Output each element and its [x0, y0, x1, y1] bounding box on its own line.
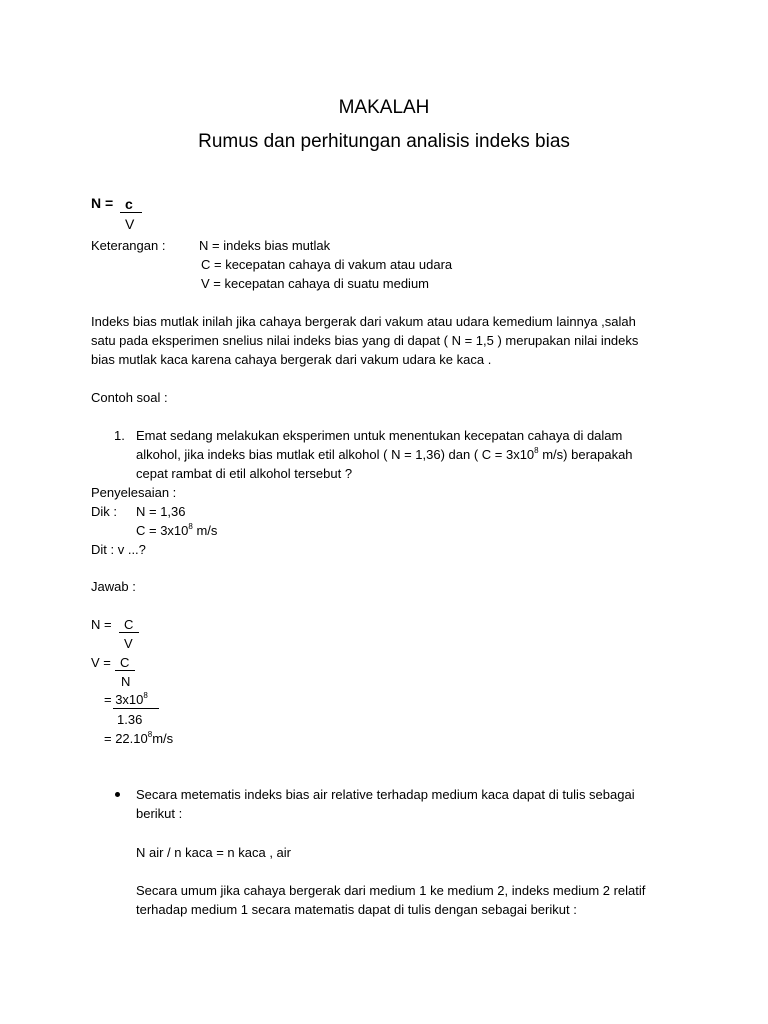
- document-subtitle: Rumus dan perhitungan analisis indeks bias: [198, 131, 570, 152]
- calc-f1-denominator: V: [124, 636, 133, 651]
- keterangan-line-2: C = kecepatan cahaya di vakum atau udara: [201, 257, 453, 272]
- jawab-label: Jawab :: [91, 579, 136, 594]
- dit-label: Dit : v ...?: [91, 542, 146, 557]
- problem-line-2: alkohol, jika indeks bias mutlak etil alkohol ( N = 1,36) dan ( $C = 3x10^8$ m/s) berapakah: [136, 446, 633, 462]
- calc-result: = $22.10^8m/s$: [104, 730, 174, 746]
- bullet-formula: N air / n kaca = n kaca , air: [136, 845, 291, 860]
- calc-f3-numerator: = $3x10^8$: [104, 691, 148, 707]
- calc-f3-fraction-bar: [113, 708, 159, 709]
- keterangan-line-3: V = kecepatan cahaya di suatu medium: [201, 276, 430, 291]
- formula1-fraction-bar: [120, 212, 142, 213]
- calc-f2-numerator: C: [120, 655, 130, 670]
- problem-line-3: cepat rambat di etil alkohol tersebut ?: [136, 466, 353, 481]
- calc-f3-denominator: 1.36: [117, 712, 143, 727]
- bullet-dot: [115, 792, 120, 797]
- bullet-para-line-1: Secara umum jika cahaya bergerak dari medium 1 ke medium 2, indeks medium 2 relatif: [136, 883, 646, 898]
- keterangan-line-1: N = indeks bias mutlak: [199, 238, 331, 253]
- formula1-denominator: V: [125, 216, 135, 232]
- penyelesaian-label: Penyelesaian :: [91, 485, 177, 500]
- formula1-numerator: c: [125, 196, 133, 212]
- keterangan-label: Keterangan :: [91, 238, 166, 253]
- calc-f2-fraction-bar: [115, 670, 135, 671]
- problem-number: 1.: [114, 428, 125, 443]
- dik-label: Dik :: [91, 504, 117, 519]
- formula1-lhs: N =: [91, 195, 114, 211]
- bullet-para-line-2: terhadap medium 1 secara matematis dapat di tulis dengan sebagai berikut :: [136, 902, 577, 917]
- contoh-soal-heading: Contoh soal :: [91, 390, 168, 405]
- calc-f2-denominator: N: [121, 674, 131, 689]
- paragraph-line-1: Indeks bias mutlak inilah jika cahaya bergerak dari vakum atau udara kemedium lainnya ,salah: [91, 314, 636, 329]
- problem-line-1: Emat sedang melakukan eksperimen untuk menentukan kecepatan cahaya di dalam: [136, 428, 623, 443]
- calc-f2-lhs: V =: [91, 655, 111, 670]
- dik-c-value: $C = 3x10^8$ m/s: [136, 522, 218, 538]
- bullet-line-1: Secara metematis indeks bias air relative terhadap medium kaca dapat di tulis sebagai: [136, 787, 635, 802]
- calc-f1-numerator: C: [124, 617, 134, 632]
- bullet-line-2: berikut :: [136, 806, 183, 821]
- paragraph-line-2: satu pada eksperimen snelius nilai indeks bias yang di dapat ( N = 1,5 ) merupakan nilai indeks: [91, 333, 639, 348]
- paragraph-line-3: bias mutlak kaca karena cahaya bergerak dari vakum udara ke kaca .: [91, 352, 492, 367]
- dik-n-value: N = 1,36: [136, 504, 186, 519]
- calc-f1-lhs: N =: [91, 617, 112, 632]
- document-title: MAKALAH: [338, 97, 430, 118]
- calc-f1-fraction-bar: [119, 632, 139, 633]
